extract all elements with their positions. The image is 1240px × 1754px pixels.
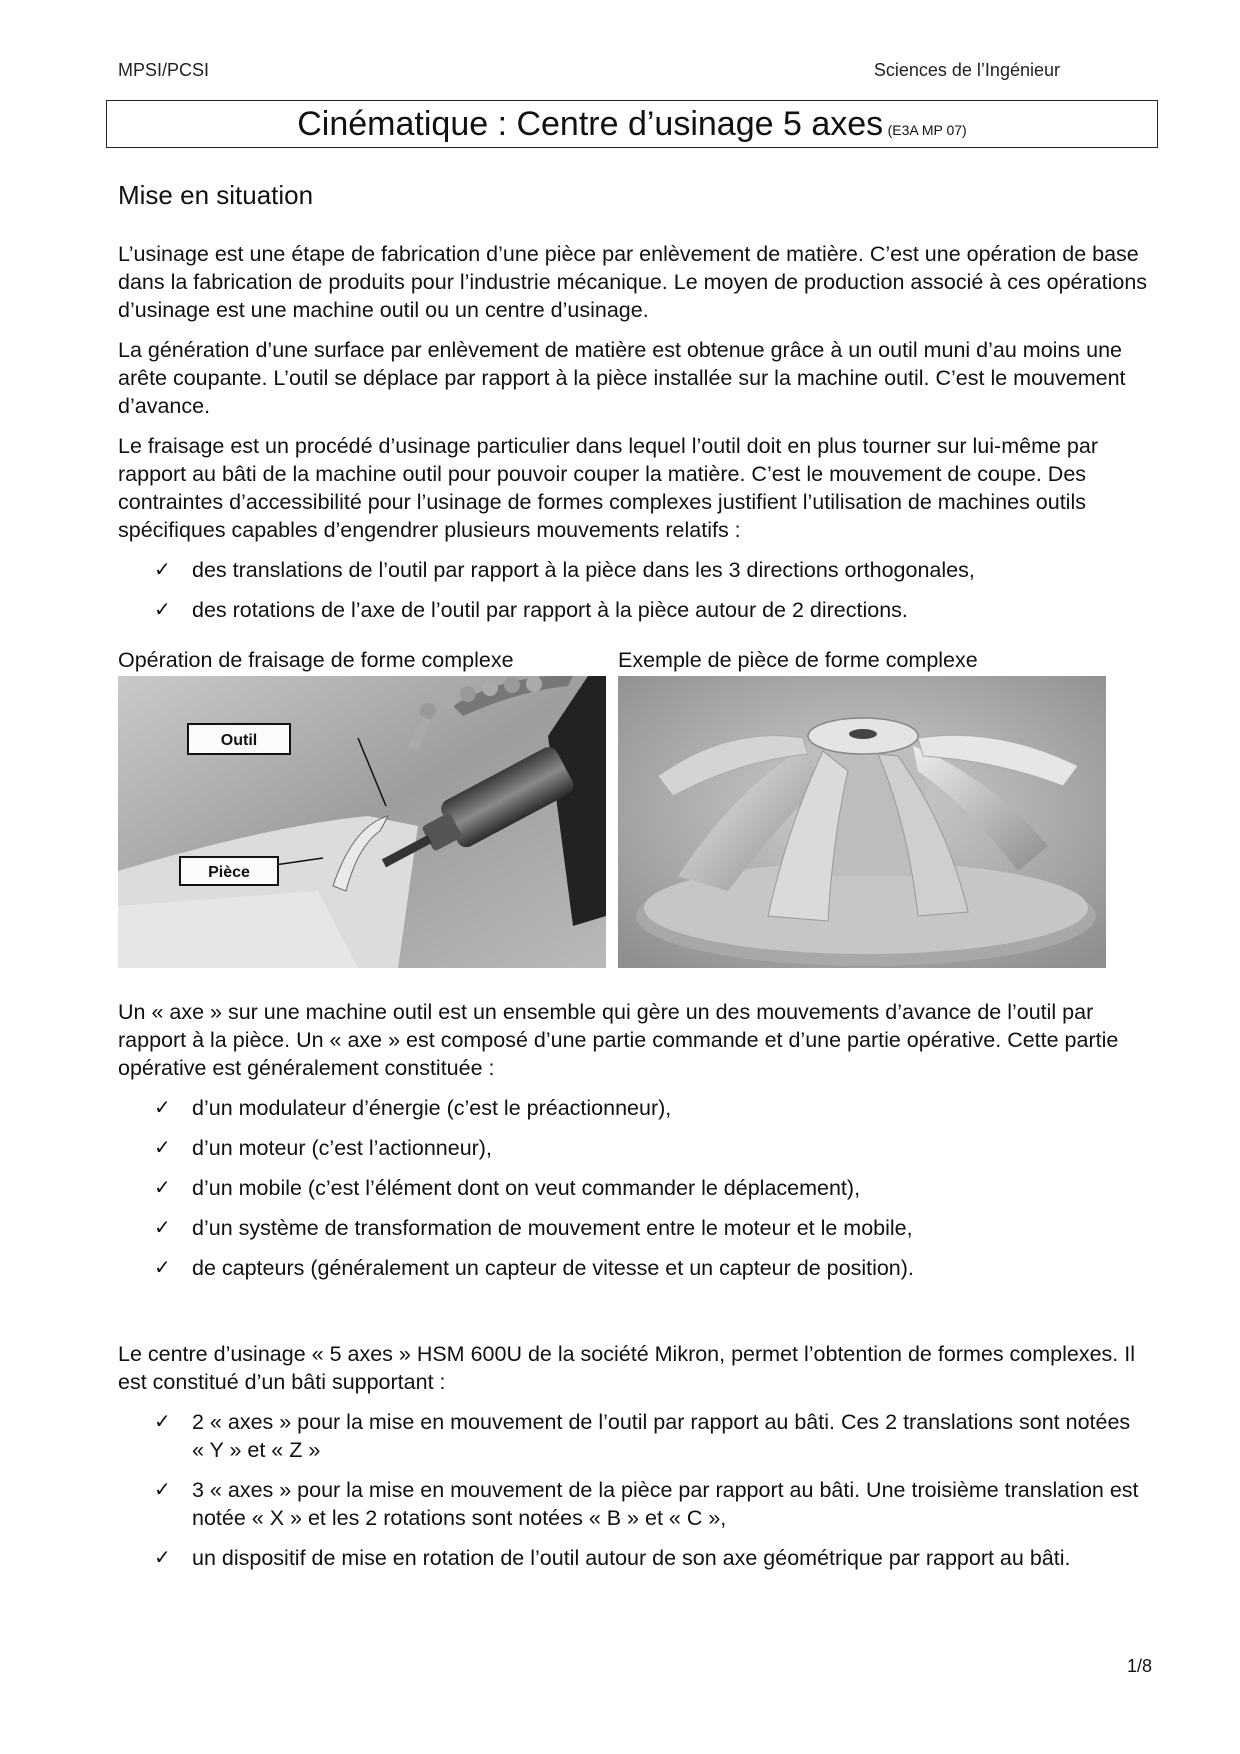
list-item-text: d’un moteur (c’est l’actionneur), xyxy=(192,1136,492,1160)
paragraph-intro-1: L’usinage est une étape de fabrication d’une pièce par enlèvement de matière. C’est une opération de base dans la fabrication de produits pour l’industrie mécanique. Le moyen de production associé à ces opérations d’usinage est une machine outil ou un centre d’usinage. xyxy=(118,242,1148,322)
list-item xyxy=(118,1408,1148,1464)
list-item xyxy=(118,1254,1148,1282)
title-reference: (E3A MP 07) xyxy=(887,122,967,138)
document-body xyxy=(118,240,1148,1586)
list-item-text: d’un système de transformation de mouvement entre le moteur et le mobile, xyxy=(192,1216,913,1240)
checkmark-icon: ✓ xyxy=(154,1479,171,1501)
paragraph-intro-3: Le fraisage est un procédé d’usinage particulier dans lequel l’outil doit en plus tourner sur lui-même par rapport au bâti de la machine outil pour pouvoir couper la matière. C’est le mouvement de coupe. Des contraintes d’accessibilité pour l’usinage de formes complexes justifient l’utilisation de machines outils spécifiques capables d’engendrer plusieurs mouvements relatifs : xyxy=(118,434,1099,542)
paragraph-intro-2: La génération d’une surface par enlèvement de matière est obtenue grâce à un outil muni d’au moins une arête coupante. L’outil se déplace par rapport à la pièce installée sur la machine outil. C’est le mouvement d’avance. xyxy=(118,338,1126,418)
checkmark-icon: ✓ xyxy=(154,1411,171,1433)
figure-caption-right: Exemple de pièce de forme complexe xyxy=(618,648,978,672)
bullet-list-operative-part xyxy=(118,1094,1148,1282)
bullet-list-movements xyxy=(118,556,1148,624)
list-item xyxy=(118,1544,1148,1572)
paragraph-machine: Le centre d’usinage « 5 axes » HSM 600U de la société Mikron, permet l’obtention de formes complexes. Il est constitué d’un bâti supportant : xyxy=(118,1342,1135,1394)
list-item xyxy=(118,596,1148,624)
list-item xyxy=(118,1134,1148,1162)
list-item-text: d’un mobile (c’est l’élément dont on veut commander le déplacement), xyxy=(192,1176,861,1200)
checkmark-icon: ✓ xyxy=(154,1217,171,1239)
bullet-list-machine xyxy=(118,1408,1148,1572)
list-item xyxy=(118,1214,1148,1242)
list-item-text: de capteurs (généralement un capteur de vitesse et un capteur de position). xyxy=(192,1256,914,1280)
paragraph-axis: Un « axe » sur une machine outil est un ensemble qui gère un des mouvements d’avance de l’outil par rapport à la pièce. Un « axe » est composé d’une partie commande et d’une partie opérative. Cette partie opérative est généralement constituée : xyxy=(118,1000,1119,1080)
checkmark-icon: ✓ xyxy=(154,559,171,581)
list-item xyxy=(118,556,1148,584)
list-item-text: d’un modulateur d’énergie (c’est le préactionneur), xyxy=(192,1096,672,1120)
impeller-photo xyxy=(618,676,1106,968)
header-right: Sciences de l’Ingénieur xyxy=(873,60,1060,80)
checkmark-icon: ✓ xyxy=(154,1547,171,1569)
section-title: Mise en situation xyxy=(118,180,314,210)
list-item-text: 3 « axes » pour la mise en mouvement de la pièce par rapport au bâti. Une troisième translation est notée « X » et les 2 rotations sont notées « B » et « C », xyxy=(192,1478,1139,1530)
page-title: Cinématique : Centre d’usinage 5 axes xyxy=(297,105,884,143)
list-item-text: un dispositif de mise en rotation de l’outil autour de son axe géométrique par rapport au bâti. xyxy=(192,1546,1071,1570)
header-left: MPSI/PCSI xyxy=(118,60,210,80)
list-item-text: des translations de l’outil par rapport à la pièce dans les 3 directions orthogonales, xyxy=(192,558,975,582)
list-item-text: 2 « axes » pour la mise en mouvement de l’outil par rapport au bâti. Ces 2 translations sont notées « Y » et « Z » xyxy=(192,1410,1131,1462)
page-number: 1/8 xyxy=(1126,1656,1152,1676)
list-item xyxy=(118,1094,1148,1122)
checkmark-icon: ✓ xyxy=(154,1257,171,1279)
checkmark-icon: ✓ xyxy=(154,1137,171,1159)
label-tool: Outil xyxy=(220,732,258,749)
figures-row xyxy=(118,646,1148,968)
checkmark-icon: ✓ xyxy=(154,1177,171,1199)
figure-milling xyxy=(118,646,606,968)
figure-impeller xyxy=(618,646,1106,968)
checkmark-icon: ✓ xyxy=(154,599,171,621)
milling-operation-photo xyxy=(118,676,606,968)
list-item xyxy=(118,1174,1148,1202)
title-box xyxy=(106,100,1158,148)
list-item-text: des rotations de l’axe de l’outil par rapport à la pièce autour de 2 directions. xyxy=(192,598,908,622)
figure-caption-left: Opération de fraisage de forme complexe xyxy=(118,648,514,672)
list-item xyxy=(118,1476,1148,1532)
label-part: Pièce xyxy=(208,864,250,881)
checkmark-icon: ✓ xyxy=(154,1097,171,1119)
spacer xyxy=(118,1296,1148,1340)
